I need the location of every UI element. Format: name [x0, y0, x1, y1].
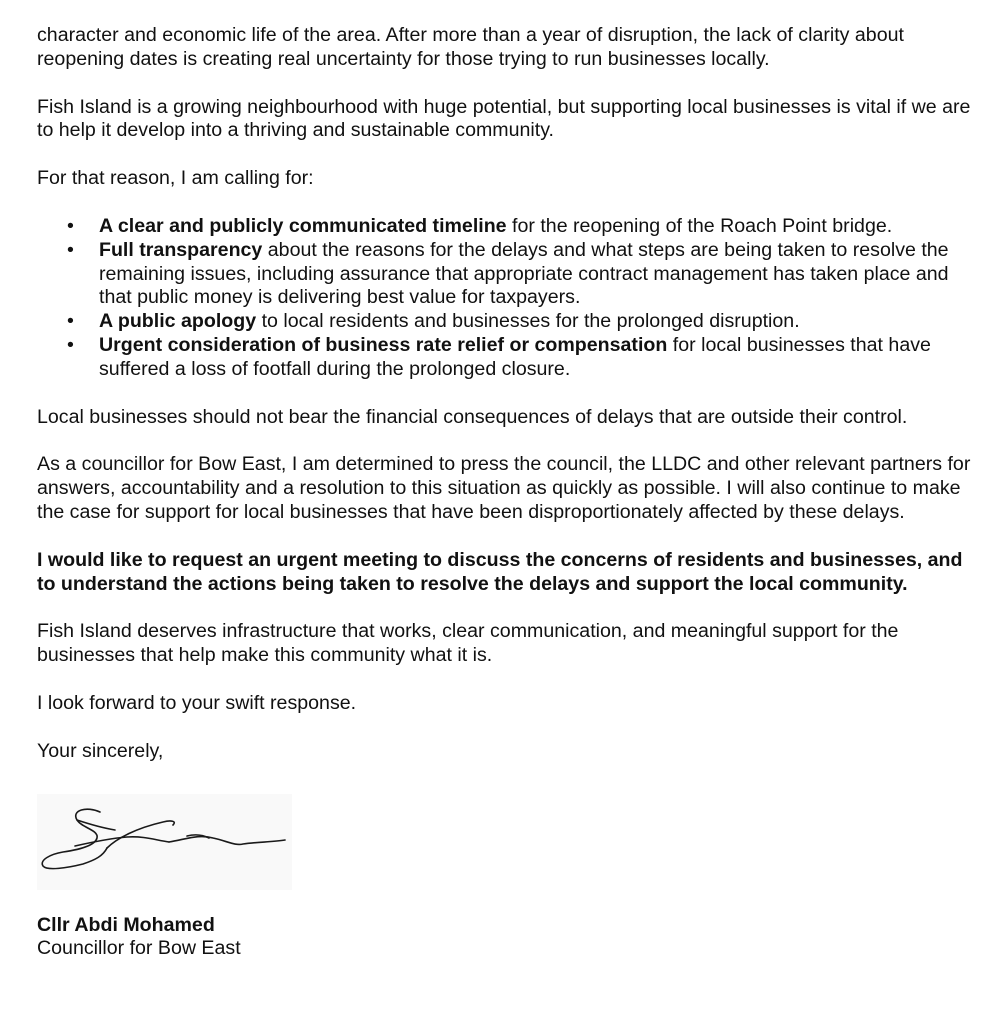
letter-page	[37, 24, 972, 961]
closing-salutation: Your sincerely,	[37, 739, 164, 762]
list-item	[37, 310, 972, 334]
paragraph-meeting-request: I would like to request an urgent meeting to discuss the concerns of residents and businesses, and to understand the actions being taken to resolve the delays and support the local community.	[37, 548, 963, 595]
list-item	[37, 239, 972, 310]
bullet-icon: •	[67, 333, 74, 356]
list-item	[37, 215, 972, 239]
demands-list	[37, 215, 972, 382]
signatory-role: Councillor for Bow East	[37, 937, 241, 960]
list-item-bold: A public apology	[99, 310, 257, 333]
list-item-text: to local residents and businesses for the prolonged disruption.	[256, 310, 800, 333]
signatory-name: Cllr Abdi Mohamed	[37, 913, 215, 936]
list-item	[37, 334, 972, 382]
list-item-text: about the reasons for the delays and what steps are being taken to resolve the remaining issues, including assurance that appropriate contract management has taken place and that public money is delivering best value for taxpayers.	[99, 238, 949, 309]
paragraph-context: character and economic life of the area. After more than a year of disruption, the lack of clarity about reopening dates is creating real uncertainty for those trying to run businesses locally.	[37, 24, 904, 70]
paragraph-infrastructure: Fish Island deserves infrastructure that works, clear communication, and meaningful support for the businesses that help make this community what it is.	[37, 620, 899, 667]
paragraph-financial: Local businesses should not bear the financial consequences of delays that are outside their control.	[37, 405, 908, 428]
bullet-icon: •	[67, 310, 74, 333]
list-item-bold: Urgent consideration of business rate relief or compensation	[99, 333, 668, 356]
signature-icon	[37, 794, 292, 890]
signature-image	[37, 794, 292, 890]
paragraph-councillor: As a councillor for Bow East, I am determined to press the council, the LLDC and other relevant partners for answers, accountability and a resolution to this situation as quickly as possible. I will also continue to make the case for support for local businesses that have been disproportionately affected by these delays.	[37, 453, 971, 523]
bullet-icon: •	[67, 214, 74, 237]
list-item-bold: A clear and publicly communicated timeline	[99, 214, 507, 237]
signature-block	[37, 914, 972, 962]
list-item-text: for the reopening of the Roach Point bridge.	[506, 214, 893, 237]
list-item-bold: Full transparency	[99, 238, 263, 261]
paragraph-response: I look forward to your swift response.	[37, 691, 357, 714]
list-item-text: for local businesses that have suffered a loss of footfall during the prolonged closure.	[99, 333, 931, 380]
paragraph-fish-island: Fish Island is a growing neighbourhood with huge potential, but supporting local businesses is vital if we are to help it develop into a thriving and sustainable community.	[37, 95, 971, 142]
bullet-icon: •	[67, 238, 74, 261]
paragraph-calling-for: For that reason, I am calling for:	[37, 167, 314, 190]
